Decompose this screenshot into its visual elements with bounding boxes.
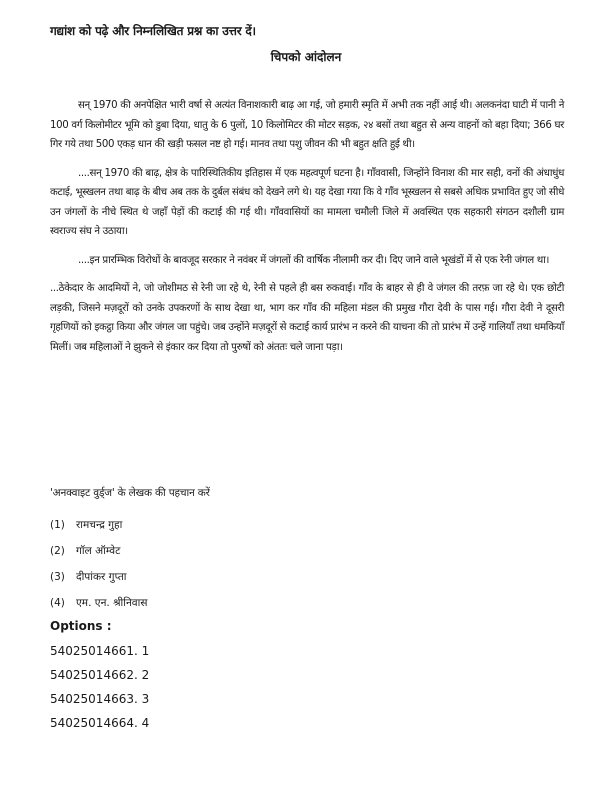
options-list bbox=[50, 642, 149, 738]
choice-item bbox=[50, 538, 350, 564]
passage bbox=[50, 96, 564, 366]
choice-number: (3) bbox=[50, 571, 65, 583]
option-item: 54025014663. 3 bbox=[50, 692, 150, 706]
option-item: 54025014661. 1 bbox=[50, 644, 150, 658]
passage-title: चिपको आंदोलन bbox=[270, 50, 342, 64]
passage-paragraph-1: सन् 1970 की अनपेक्षित भारी वर्षा से अत्यंत विनाशकारी बाढ़ आ गई, जो हमारी स्मृति में अभी तक नहीं आई थी। अलकनंदा घाटी में पानी ने 100 वर्ग किलोमीटर भूमि को डुबा दिया, धातु के 6 पुलों, 10 किलोमिटर की मोटर सड़क, २४ बसों तथा बहुत से अन्य वाहनों को बहा दिया; 366 घर गिर गये तथा 500 एकड़ धान की खड़ी फसल नष्ट हो गई। मानव तथा पशु जीवन की भी बहुत क्षति हुई थी। bbox=[50, 100, 564, 150]
instruction-text: गद्यांश को पढ़े और निम्नलिखित प्रश्न का उत्तर दें। bbox=[50, 24, 256, 38]
choice-item bbox=[50, 512, 350, 538]
choice-text: एम. एन. श्रीनिवास bbox=[76, 597, 148, 609]
option-item: 54025014664. 4 bbox=[50, 716, 150, 730]
answer-choices bbox=[50, 512, 350, 616]
choice-text: दीपांकर गुप्ता bbox=[76, 571, 127, 583]
passage-paragraph-2: ....सन् 1970 की बाढ़, क्षेत्र के पारिस्थितिकीय इतिहास में एक महत्वपूर्ण घटना है। गाँववासी, जिन्होंने विनाश की मार सही, वनों की अंधाधुंध कटाई, भूस्खलन तथा बाढ़ के बीच अब तक के दुर्बल संबंध को देखने लगे थे। यह देखा गया कि वे गाँव भूस्खलन से सबसे अधिक प्रभावित हुए जो सीधे उन जंगलों के नीचे स्थित थे जहाँ पेड़ों की कटाई की गई थी। गाँववासियों का मामला चमौली जिले में अवस्थित एक सहकारी संगठन दशौली ग्राम स्वराज्य संघ ने उठाया। bbox=[50, 167, 564, 237]
options-label: Options : bbox=[50, 619, 112, 633]
choice-number: (1) bbox=[50, 519, 65, 531]
choice-number: (4) bbox=[50, 597, 65, 609]
option-item: 54025014662. 2 bbox=[50, 668, 150, 682]
choice-item bbox=[50, 564, 350, 590]
choice-item bbox=[50, 590, 350, 616]
choice-text: गॉल ऑम्वेट bbox=[76, 545, 121, 557]
question-text: 'अनक्वाइट वुर्ड्ज' के लेखक की पहचान करें bbox=[50, 487, 210, 499]
choice-number: (2) bbox=[50, 545, 65, 557]
passage-paragraph-3: ....इन प्रारम्भिक विरोधों के बावजूद सरकार ने नवंबर में जंगलों की वार्षिक नीलामी कर दी। दिए जाने वाले भूखंडों में से एक रेनी जंगल था। bbox=[78, 254, 550, 266]
choice-text: रामचन्द्र गुहा bbox=[76, 519, 123, 531]
passage-paragraph-4: ...ठेकेदार के आदमियों ने, जो जोशीमठ से रेनी जा रहे थे, रेनी से पहले ही बस रुकवाई। गाँव के बाहर से ही वे जंगल की तरफ़ जा रहे थे। एक छोटी लड़की, जिसने मज़दूरों को उनके उपकरणों के साथ देखा था, भाग कर गाँव की महिला मंडल की प्रमुख गौरा देवी के पास गई। गौरा देवी ने दूसरी गृहणियों को इकट्ठा किया और जंगल जा पहुंचे। जब उन्होंने मज़दूरों से कटाई कार्य प्रारंभ न करने की याचना की तो प्रारंभ में उन्हें गालियाँ तथा धमकियाँ मिलीं। जब महिलाओं ने झुकने से इंकार कर दिया तो पुरुषों को अंततः चले जाना पड़ा। bbox=[50, 283, 564, 353]
